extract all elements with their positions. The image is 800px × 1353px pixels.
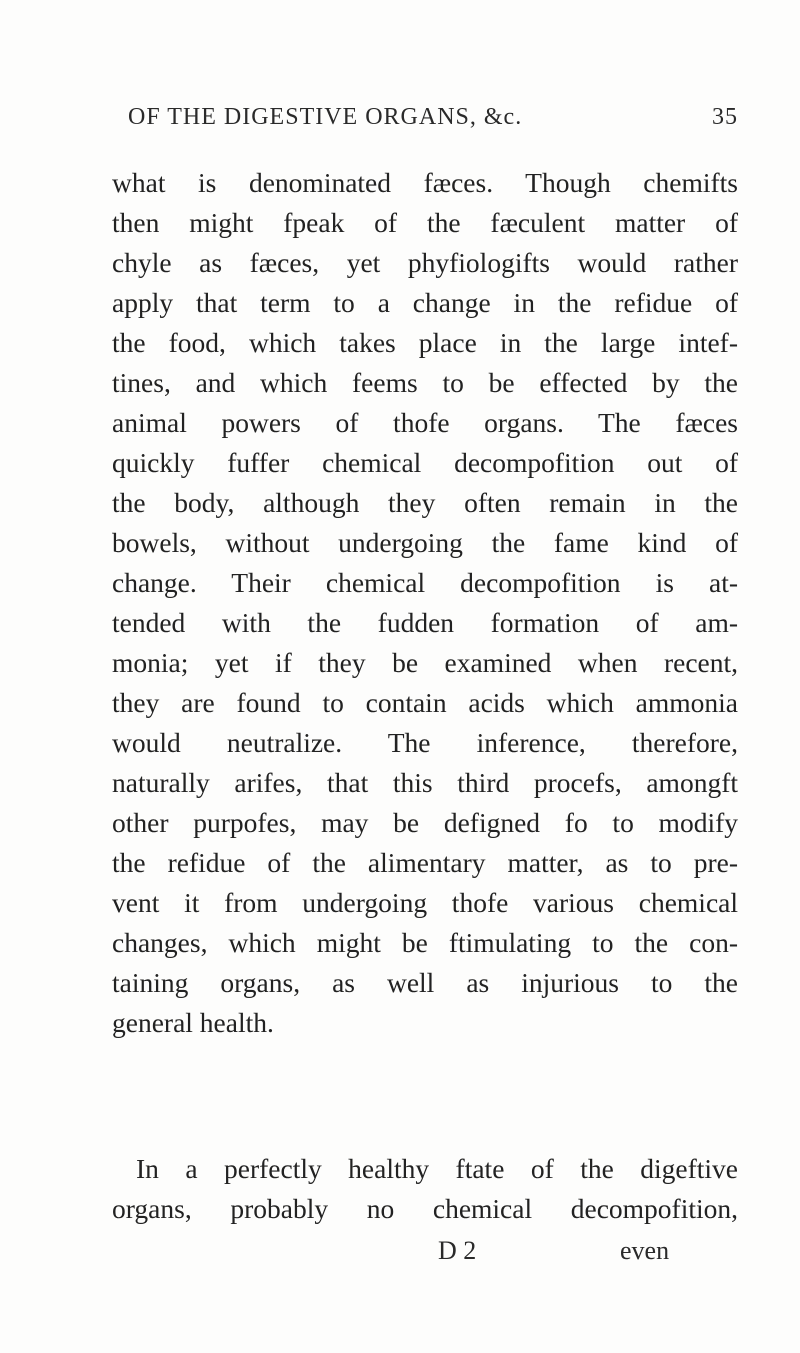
text-line: naturally arifes, that this third procefs, amongft [112, 767, 738, 798]
running-head [128, 104, 738, 138]
text-line: they are found to contain acids which ammonia [112, 687, 738, 718]
text-line: tines, and which feems to be effected by the [112, 367, 738, 398]
text-line: general health. [112, 1007, 274, 1038]
paragraph-1 [112, 163, 738, 1043]
paragraph-2 [112, 1149, 738, 1229]
page-number: 35 [712, 104, 738, 130]
text-line: monia; yet if they be examined when recent, [112, 647, 738, 678]
text-line: the refidue of the alimentary matter, as to pre- [112, 847, 738, 878]
signature-mark: D 2 [438, 1236, 477, 1265]
text-line: animal powers of thofe organs. The fæces [112, 407, 738, 438]
text-line: change. Their chemical decompofition is at- [112, 567, 738, 598]
text-line: what is denominated fæces. Though chemifts [112, 167, 738, 198]
text-line: tended with the fudden formation of am- [112, 607, 738, 638]
text-line: chyle as fæces, yet phyfiologifts would rather [112, 247, 738, 278]
text-line: the body, although they often remain in the [112, 487, 738, 518]
page-footer [0, 1236, 800, 1276]
text-line: In a perfectly healthy ftate of the digeftive [136, 1153, 738, 1184]
text-line: changes, which might be ftimulating to the con- [112, 927, 738, 958]
text-line: other purpofes, may be defigned fo to modify [112, 807, 738, 838]
text-line: organs, probably no chemical decompofition, [112, 1193, 738, 1224]
text-line: would neutralize. The inference, therefore, [112, 727, 738, 758]
text-line: bowels, without undergoing the fame kind of [112, 527, 738, 558]
text-line: quickly fuffer chemical decompofition out of [112, 447, 738, 478]
text-line: vent it from undergoing thofe various chemical [112, 887, 738, 918]
running-head-title: OF THE DIGESTIVE ORGANS, &c. [128, 104, 523, 130]
text-line: apply that term to a change in the refidue of [112, 287, 738, 318]
text-line: taining organs, as well as injurious to the [112, 967, 738, 998]
text-line: then might fpeak of the fæculent matter of [112, 207, 738, 238]
text-line: the food, which takes place in the large intef- [112, 327, 738, 358]
catchword: even [620, 1236, 670, 1265]
